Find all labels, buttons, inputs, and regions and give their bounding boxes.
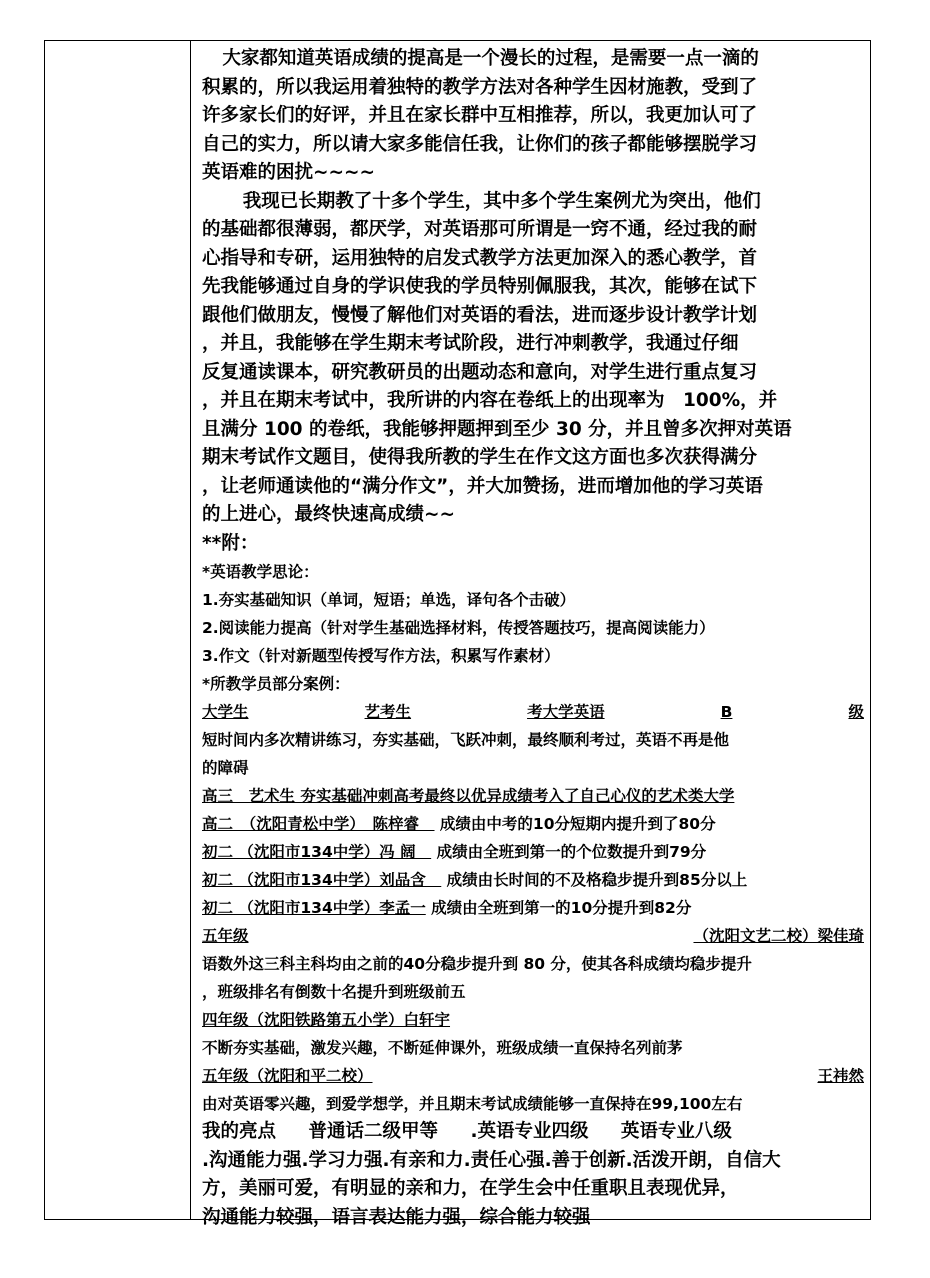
intro-line: 英语难的困扰~~~~ xyxy=(202,162,376,183)
experience-line: ，让老师通读他的“满分作文”，并大加赞扬，进而增加他的学习英语 xyxy=(202,475,763,497)
case-grade5-wang-desc: 由对英语零兴趣，到爱学想学，并且期末考试成绩能够一直保持在99,100左右 xyxy=(202,1095,743,1113)
case-grade5-liang xyxy=(202,922,864,950)
highlights-line: .沟通能力强.学习力强.有亲和力.责任心强.善于创新.活泼开朗，自信大 xyxy=(202,1149,781,1171)
highlight-item: 英语专业八级 xyxy=(620,1121,732,1142)
intro-line: 自己的实力，所以请大家多能信任我，让你们的孩子都能够摆脱学习 xyxy=(202,133,758,155)
case-college-part: 级 xyxy=(848,703,864,721)
philosophy-item: 2.阅读能力提高（针对学生基础选择材料，传授答题技巧，提高阅读能力） xyxy=(202,619,715,637)
philosophy-heading: *英语教学思论： xyxy=(202,563,319,581)
case-college-part: B xyxy=(720,703,733,721)
case-college-part: 考大学英语 xyxy=(527,703,605,721)
experience-line: 心指导和专研，运用独特的启发式教学方法更加深入的悉心教学，首 xyxy=(202,247,758,269)
highlight-item: .英语专业四级 xyxy=(470,1121,589,1142)
case-senior2-result: 成绩由中考的10分短期内提升到了80分 xyxy=(439,815,716,833)
philosophy-item: 3.作文（针对新题型传授写作方法，积累写作素材） xyxy=(202,647,560,665)
case-grade4-label: 四年级（沈阳铁路第五小学）白轩宇 xyxy=(202,1011,451,1029)
case-college-desc: 短时间内多次精讲练习，夯实基础，飞跃冲刺，最终顺利考过，英语不再是他 xyxy=(202,731,730,749)
philosophy-item: 1.夯实基础知识（单词，短语；单选，译句各个击破） xyxy=(202,591,576,609)
experience-line: 先我能够通过自身的学识使我的学员特别佩服我，其次，能够在试下 xyxy=(202,276,758,297)
case-junior-feng-result: 成绩由全班到第一的个位数提升到79分 xyxy=(436,843,707,861)
experience-line: 且满分 100 的卷纸，我能够押题押到至少 30 分，并且曾多次押对英语 xyxy=(202,418,792,440)
experience-line: ，并且，我能够在学生期末考试阶段，进行冲刺教学，我通过仔细 xyxy=(202,333,739,354)
intro-line: 积累的，所以我运用着独特的教学方法对各种学生因材施教，受到了 xyxy=(202,76,758,98)
case-junior-feng-label: 初二 （沈阳市134中学）冯 阔 xyxy=(202,843,432,861)
case-grade4 xyxy=(202,1006,864,1034)
case-grade5-liang-desc: 语数外这三科主科均由之前的40分稳步提升到 80 分，使其各科成绩均稳步提升 xyxy=(202,955,752,973)
case-junior-liu-result: 成绩由长时间的不及格稳步提升到85分以上 xyxy=(446,871,748,889)
case-senior2 xyxy=(202,810,864,838)
highlights-line: 沟通能力较强，语言表达能力强，综合能力较强 xyxy=(202,1206,591,1228)
case-grade5-liang-school: （沈阳文艺二校）梁佳琦 xyxy=(693,927,864,945)
experience-line: 的上进心，最终快速高成绩~~ xyxy=(202,504,456,525)
case-grade4-desc: 不断夯实基础，激发兴趣，不断延伸课外，班级成绩一直保持名列前茅 xyxy=(202,1039,683,1057)
case-college-part: 艺考生 xyxy=(364,703,412,721)
case-college xyxy=(202,698,864,726)
case-college-part: 大学生 xyxy=(202,703,249,721)
experience-line: 跟他们做朋友，慢慢了解他们对英语的看法，进而逐步设计教学计划 xyxy=(202,304,758,326)
experience-paragraph xyxy=(202,188,864,530)
case-junior-li-result: 成绩由全班到第一的10分提升到82分 xyxy=(431,899,692,917)
intro-paragraph xyxy=(202,45,864,188)
highlights-line: 方，美丽可爱，有明显的亲和力，在学生会中任重职且表现优异， xyxy=(202,1178,739,1199)
case-college-desc: 的障碍 xyxy=(202,759,249,777)
content-cell xyxy=(202,45,864,1232)
case-grade5-wang xyxy=(202,1062,864,1090)
case-senior2-label: 高二 （沈阳青松中学） 陈梓睿 xyxy=(202,815,435,833)
document-table xyxy=(44,40,871,1228)
case-grade5-wang-name: 王祎然 xyxy=(817,1067,864,1085)
experience-line: 反复通读课本，研究教研员的出题动态和意向，对学生进行重点复习 xyxy=(202,361,758,383)
intro-line: 许多家长们的好评，并且在家长群中互相推荐，所以，我更加认可了 xyxy=(202,105,758,126)
case-senior3: 高三 艺术生 夯实基础冲刺高考最终以优异成绩考入了自己心仪的艺术类大学 xyxy=(202,787,735,805)
case-junior-li-label: 初二 （沈阳市134中学）李孟一 xyxy=(202,899,426,917)
highlight-item: 普通话二级甲等 xyxy=(308,1121,438,1142)
case-junior-feng xyxy=(202,838,864,866)
column-divider xyxy=(190,41,191,1219)
highlights-label: 我的亮点 xyxy=(202,1121,277,1142)
cases-heading: *所教学员部分案例： xyxy=(202,675,350,693)
intro-line: 大家都知道英语成绩的提高是一个漫长的过程，是需要一点一滴的 xyxy=(222,48,759,69)
appendix-heading: **附： xyxy=(202,532,259,554)
case-junior-li xyxy=(202,894,864,922)
case-junior-liu xyxy=(202,866,864,894)
experience-line: 的基础都很薄弱，都厌学，对英语那可所谓是一窍不通，经过我的耐 xyxy=(202,219,758,240)
highlights-row xyxy=(202,1118,864,1147)
experience-line: 我现已长期教了十多个学生，其中多个学生案例尤为突出，他们 xyxy=(242,190,761,212)
case-grade5-liang-desc: ，班级排名有倒数十名提升到班级前五 xyxy=(202,983,466,1001)
case-grade5-liang-grade: 五年级 xyxy=(202,927,249,945)
case-grade5-wang-school: 五年级（沈阳和平二校） xyxy=(202,1067,373,1085)
experience-line: ，并且在期末考试中，我所讲的内容在卷纸上的出现率为 100%，并 xyxy=(202,390,778,411)
case-junior-liu-label: 初二 （沈阳市134中学）刘品含 xyxy=(202,871,442,889)
experience-line: 期末考试作文题目，使得我所教的学生在作文这方面也多次获得满分 xyxy=(202,447,758,468)
